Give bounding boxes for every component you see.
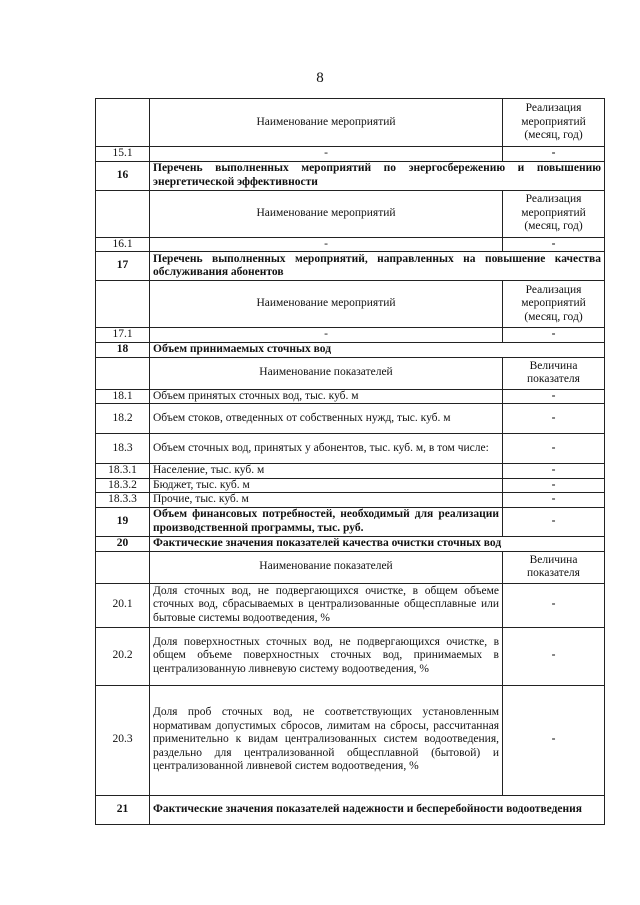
- item-name: -: [150, 328, 503, 343]
- column-header-value: Величина показателя: [503, 357, 605, 389]
- column-header-value: Реализация мероприятий (месяц, год): [503, 281, 605, 328]
- section-row: [96, 536, 605, 551]
- indicator-value: -: [503, 404, 605, 434]
- row-number: [96, 99, 150, 147]
- section-title: Объем финансовых потребностей, необходимый для реализации производственной программы, тыс. руб.: [150, 507, 503, 536]
- table-row: [96, 583, 605, 627]
- page-number: 8: [316, 70, 324, 86]
- row-number: 18.3.1: [96, 464, 150, 479]
- indicator-value: -: [503, 389, 605, 404]
- row-number: 18.3.2: [96, 478, 150, 493]
- table-row: [96, 147, 605, 162]
- item-name: Объем стоков, отведенных от собственных нужд, тыс. куб. м: [150, 404, 503, 434]
- indicator-value: -: [503, 237, 605, 252]
- column-header-name: Наименование показателей: [150, 551, 503, 583]
- indicator-value: -: [503, 507, 605, 536]
- row-number: 18: [96, 342, 150, 357]
- column-header-name: Наименование мероприятий: [150, 99, 503, 147]
- item-name: Объем принятых сточных вод, тыс. куб. м: [150, 389, 503, 404]
- row-number: 18.1: [96, 389, 150, 404]
- column-header-name: Наименование мероприятий: [150, 281, 503, 328]
- row-number: 21: [96, 795, 150, 824]
- indicators-table: [95, 98, 605, 825]
- row-number: 15.1: [96, 147, 150, 162]
- indicator-value: -: [503, 464, 605, 479]
- header-row: [96, 99, 605, 147]
- table-row: [96, 434, 605, 464]
- table-row: [96, 464, 605, 479]
- indicator-value: -: [503, 147, 605, 162]
- indicator-value: -: [503, 478, 605, 493]
- header-row: [96, 281, 605, 328]
- item-name: Прочие, тыс. куб. м: [150, 493, 503, 508]
- row-number: 19: [96, 507, 150, 536]
- item-name: Доля сточных вод, не подвергающихся очистке, в общем объеме сточных вод, сбрасываемых в централизованные общесплавные или бытовые системы водоотведения, %: [150, 583, 503, 627]
- section-title: Объем принимаемых сточных вод: [150, 342, 605, 357]
- indicator-value: -: [503, 493, 605, 508]
- indicator-value: -: [503, 434, 605, 464]
- table-row: [96, 478, 605, 493]
- row-number: 20.3: [96, 685, 150, 795]
- column-header-name: Наименование мероприятий: [150, 190, 503, 237]
- section-row: [96, 507, 605, 536]
- section-row: [96, 252, 605, 281]
- table-row: [96, 627, 605, 685]
- row-number: [96, 281, 150, 328]
- row-number: [96, 551, 150, 583]
- indicator-value: -: [503, 685, 605, 795]
- item-name: Объем сточных вод, принятых у абонентов, тыс. куб. м, в том числе:: [150, 434, 503, 464]
- row-number: [96, 357, 150, 389]
- row-number: 20: [96, 536, 150, 551]
- item-name: Население, тыс. куб. м: [150, 464, 503, 479]
- table-row: [96, 685, 605, 795]
- column-header-value: Реализация мероприятий (месяц, год): [503, 190, 605, 237]
- row-number: 18.2: [96, 404, 150, 434]
- row-number: 18.3: [96, 434, 150, 464]
- row-number: 20.1: [96, 583, 150, 627]
- indicator-value: -: [503, 583, 605, 627]
- section-row: [96, 795, 605, 824]
- table-row: [96, 328, 605, 343]
- item-name: -: [150, 237, 503, 252]
- item-name: Доля поверхностных сточных вод, не подвергающихся очистке, в общем объеме поверхностных сточных вод, принимаемых в централизованную ливневую систему водоотведения, %: [150, 627, 503, 685]
- row-number: [96, 190, 150, 237]
- indicator-value: -: [503, 627, 605, 685]
- table-row: [96, 404, 605, 434]
- row-number: 16: [96, 161, 150, 190]
- table-row: [96, 389, 605, 404]
- section-title: Фактические значения показателей надежности и бесперебойности водоотведения: [150, 795, 605, 824]
- section-row: [96, 342, 605, 357]
- table-row: [96, 237, 605, 252]
- table-row: [96, 493, 605, 508]
- row-number: 18.3.3: [96, 493, 150, 508]
- section-row: [96, 161, 605, 190]
- item-name: Бюджет, тыс. куб. м: [150, 478, 503, 493]
- section-title: Фактические значения показателей качества очистки сточных вод: [150, 536, 605, 551]
- column-header-value: Величина показателя: [503, 551, 605, 583]
- indicator-value: -: [503, 328, 605, 343]
- column-header-name: Наименование показателей: [150, 357, 503, 389]
- row-number: 17.1: [96, 328, 150, 343]
- section-title: Перечень выполненных мероприятий, направленных на повышение качества обслуживания абонентов: [150, 252, 605, 281]
- header-row: [96, 357, 605, 389]
- header-row: [96, 551, 605, 583]
- column-header-value: Реализация мероприятий (месяц, год): [503, 99, 605, 147]
- row-number: 20.2: [96, 627, 150, 685]
- section-title: Перечень выполненных мероприятий по энергосбережению и повышению энергетической эффективности: [150, 161, 605, 190]
- row-number: 16.1: [96, 237, 150, 252]
- item-name: -: [150, 147, 503, 162]
- header-row: [96, 190, 605, 237]
- item-name: Доля проб сточных вод, не соответствующих установленным нормативам допустимых сбросов, лимитам на сбросы, рассчитанная применительно к видам централизованных систем водоотведения, раздельно для централизованной общесплавной (бытовой) и централизованной ливневой систем водоотведения, %: [150, 685, 503, 795]
- row-number: 17: [96, 252, 150, 281]
